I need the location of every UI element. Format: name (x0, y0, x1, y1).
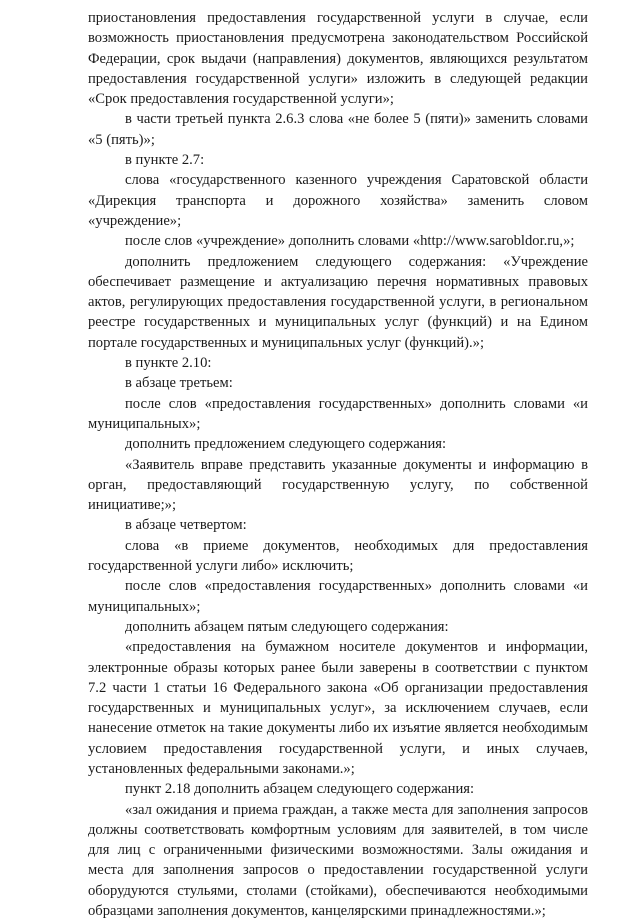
paragraph-2: в части третьей пункта 2.6.3 слова «не более 5 (пяти)» заменить словами «5 (пять)»; (88, 111, 588, 148)
paragraph-4: слова «государственного казенного учреждения Саратовской области «Дирекция транспорта и дорожного хозяйства» заменить словом «учреждение»; (88, 172, 588, 229)
paragraph-8: в абзаце третьем: (125, 375, 233, 392)
paragraph-6: дополнить предложением следующего содержания: «Учреждение обеспечивает размещение и актуализацию перечня нормативных правовых актов, регулирующих предоставления государственной услуги, в региональном реестре государственных и муниципальных услуг (функций) и на Едином портале государственных и муниципальных услуг (функций).»; (88, 253, 588, 351)
paragraph-13: слова «в приеме документов, необходимых для предоставления государственной услуги либо» исключить; (88, 537, 588, 575)
paragraph-5: после слов «учреждение» дополнить словами «http://www.sarobldor.ru,»; (125, 233, 575, 250)
paragraph-12: в абзаце четвертом: (125, 517, 247, 534)
paragraph-16: «предоставления на бумажном носителе документов и информации, электронные образы которых ранее были заверены в соответствии с пунктом 7.2 части 1 статьи 16 Федерального закона «Об организации предоставления государственных и муниципальных услуг», за исключением случаев, если нанесение отметок на такие документы либо их изъятие является необходимым условием предоставления государственной услуги, и иных случаев, установленных федеральными законами.»; (88, 639, 588, 777)
paragraph-10: дополнить предложением следующего содержания: (125, 436, 447, 453)
paragraph-9: после слов «предоставления государственных» дополнить словами «и муниципальных»; (88, 395, 588, 432)
document-page (88, 8, 588, 921)
paragraph-1: приостановления предоставления государственной услуги в случае, если возможность приостановления предусмотрена законодательством Российской Федерации, срок выдачи (направления) документов, являющихся результатом предоставления государственной услуги» изложить в следующей редакции «Срок предоставления государственной услуги»; (88, 10, 588, 108)
paragraph-7: в пункте 2.10: (125, 355, 212, 372)
paragraph-18: «зал ожидания и приема граждан, а также места для заполнения запросов должны соответствовать комфортным условиям для заявителей, в том числе для лиц с ограниченными физическими возможностями. Залы ожидания и места для заполнения запросов о предоставлении государственной услуги оборудуются стульями, столами (стойками), обеспечиваются необходимыми образцами заполнения документов, канцелярскими принадлежностями.»; (88, 801, 588, 920)
paragraph-14: после слов «предоставления государственных» дополнить словами «и муниципальных»; (88, 578, 588, 615)
paragraph-3: в пункте 2.7: (125, 152, 205, 169)
paragraph-15: дополнить абзацем пятым следующего содержания: (125, 618, 449, 635)
paragraph-17: пункт 2.18 дополнить абзацем следующего содержания: (125, 781, 475, 798)
paragraph-11: «Заявитель вправе представить указанные документы и информацию в орган, предоставляющий государственную услугу, по собственной инициативе;»; (88, 456, 588, 514)
